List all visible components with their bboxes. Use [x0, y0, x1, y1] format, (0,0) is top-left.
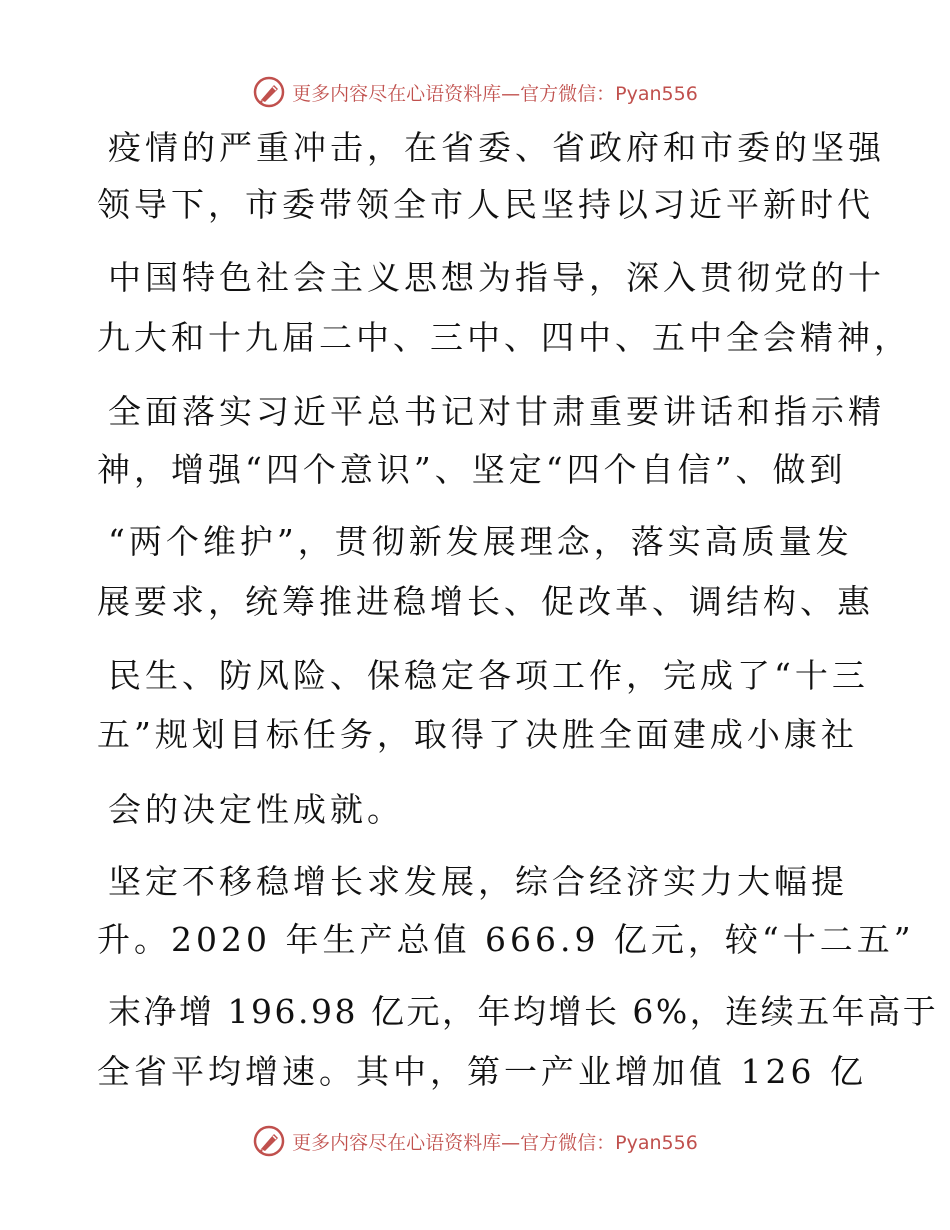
text-line: 末净增 196.98 亿元，年均增长 6%，连续五年高于: [108, 992, 939, 1031]
text-line: 全面落实习近平总书记对甘肃重要讲话和指示精: [108, 392, 885, 431]
text-line: 疫情的严重冲击，在省委、省政府和市委的坚强: [108, 128, 885, 167]
text-line: 领导下，市委带领全市人民坚持以习近平新时代: [97, 185, 874, 224]
watermark-text: 更多内容尽在心语资料库—官方微信：Pyan556: [292, 1131, 698, 1154]
pen-nib-logo-icon: [252, 1124, 286, 1158]
text-line: 神，增强“四个意识”、坚定“四个自信”、做到: [97, 450, 847, 489]
text-line: 中国特色社会主义思想为指导，深入贯彻党的十: [108, 258, 885, 297]
watermark-text: 更多内容尽在心语资料库—官方微信：Pyan556: [292, 82, 698, 105]
watermark-footer: [0, 1121, 950, 1161]
text-line: 全省平均增速。其中，第一产业增加值 126 亿: [97, 1052, 867, 1091]
text-line: 升。2020 年生产总值 666.9 亿元，较“十二五”: [97, 920, 915, 959]
text-line: 五”规划目标任务，取得了决胜全面建成小康社: [97, 715, 858, 754]
text-line: 坚定不移稳增长求发展，综合经济实力大幅提: [108, 862, 848, 901]
text-line: “两个维护”，贯彻新发展理念，落实高质量发: [108, 522, 853, 561]
text-line: 民生、防风险、保稳定各项工作，完成了“十三: [108, 656, 869, 695]
text-line: 会的决定性成就。: [108, 790, 404, 829]
text-line: 展要求，统筹推进稳增长、促改革、调结构、惠: [97, 582, 874, 621]
text-line: 九大和十九届二中、三中、四中、五中全会精神，: [97, 318, 911, 357]
